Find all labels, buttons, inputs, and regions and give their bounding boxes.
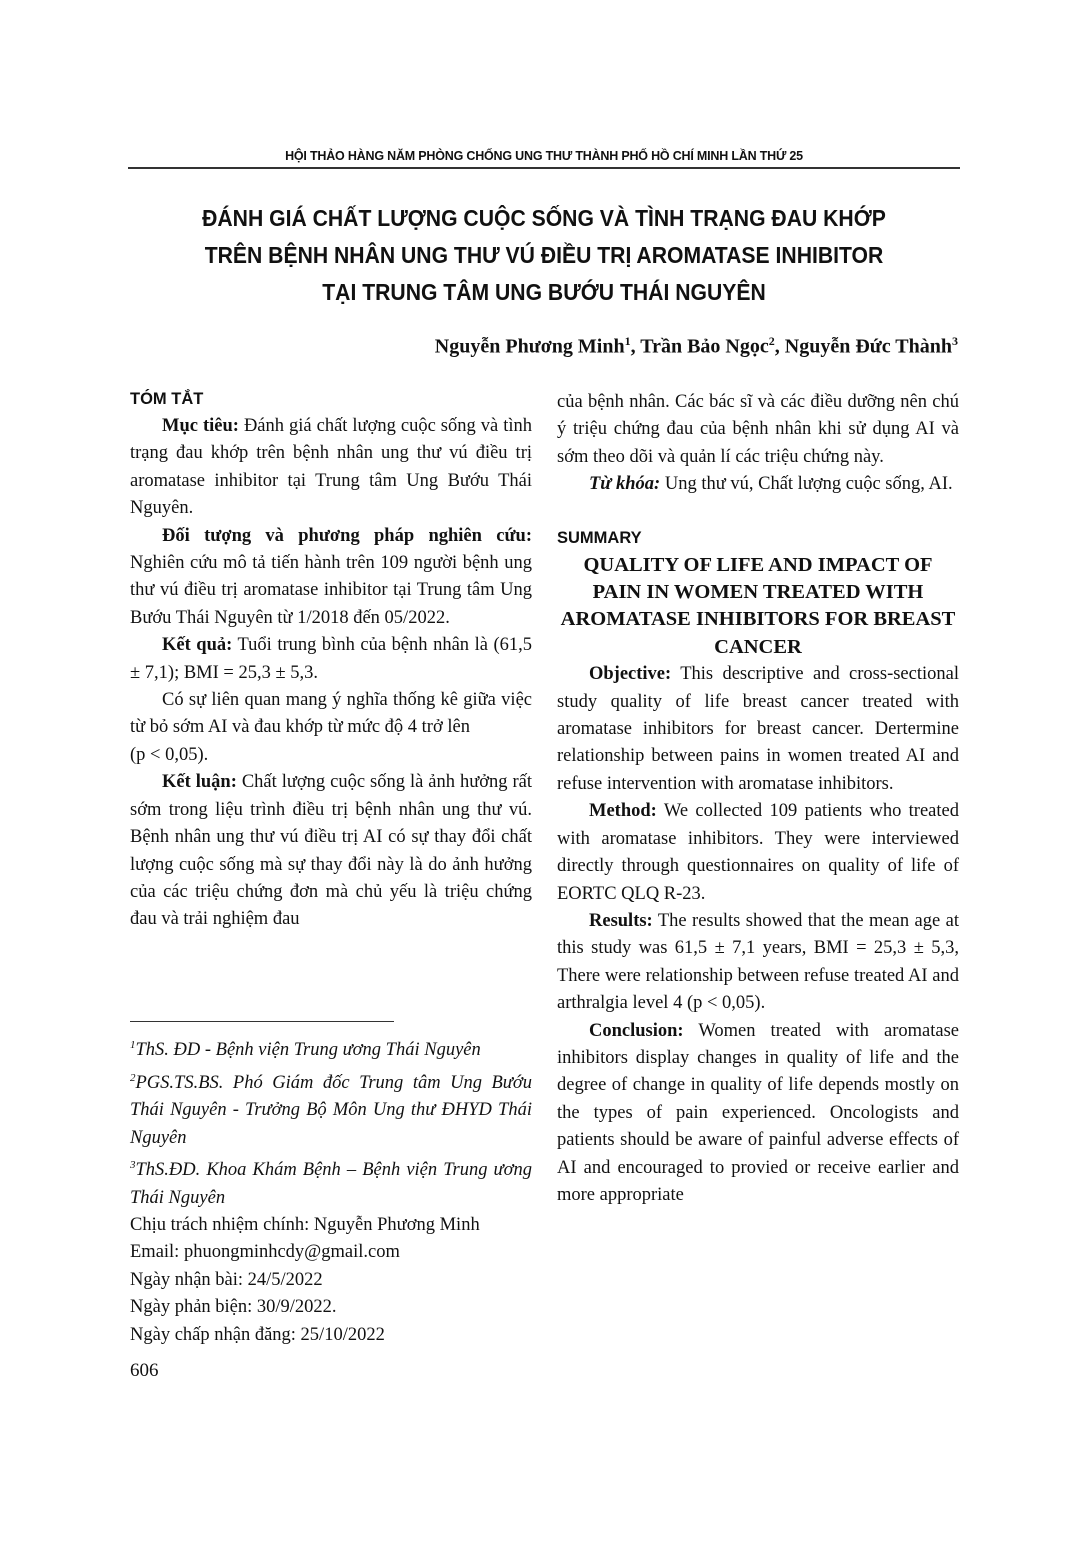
running-header: HỘI THẢO HÀNG NĂM PHÒNG CHỐNG UNG THƯ THÀNH PHỐ HỒ CHÍ MINH LẦN THỨ 25 bbox=[285, 149, 803, 163]
label: Kết luận: bbox=[162, 772, 237, 793]
text: Nghiên cứu mô tả tiến hành trên 109 người bệnh ung thư vú điều trị aromatase inhibitor tại Trung tâm Ung Bướu Thái Nguyên từ 1/2018 đến 05/2022. bbox=[130, 553, 532, 628]
summary-title: QUALITY OF LIFE AND IMPACT OF PAIN IN WOMEN TREATED WITH AROMATASE INHIBITORS FOR BREAST CANCER bbox=[560, 553, 956, 658]
title-line: TRÊN BỆNH NHÂN UNG THƯ VÚ ĐIỀU TRỊ AROMATASE INHIBITOR bbox=[204, 242, 884, 268]
abstract-conclusion-continued: của bệnh nhân. Các bác sĩ và các điều dưỡng nên chú ý triệu chứng đau của bệnh nhân khi sử dụng AI và sớm theo dõi và quản lí các triệu chứng này. bbox=[557, 392, 959, 467]
author-name: Nguyễn Đức Thành bbox=[784, 335, 952, 358]
author-affiliation: 1 bbox=[624, 334, 631, 348]
title-line: TẠI TRUNG TÂM UNG BƯỚU THÁI NGUYÊN bbox=[322, 279, 766, 305]
text: Chất lượng cuộc sống là ảnh hưởng rất sớm trong liệu trình điều trị bệnh nhân ung thư vú. Bệnh nhân ung thư vú điều trị AI có sự thay đổi chất lượng cuộc sống mà sự thay đổi này là do ảnh hưởng của các triệu chứng đơn mà chủ yếu là triệu chứng đau và trải nghiệm đau bbox=[130, 772, 532, 930]
footnote-separator bbox=[130, 1021, 394, 1022]
keywords bbox=[557, 471, 959, 498]
label: Method: bbox=[589, 801, 657, 822]
footnotes: $^1$ThS. ĐD - Bệnh viện Trung ương Thái Nguyên $^2$PGS.TS.BS. Phó Giám đốc Trung tâm Ung Bướu Thái Nguyên - Trưởng Bộ Môn Ung thư ĐHYD Thái Nguyên $^3$ThS.ĐD. Khoa Khám Bệnh – Bệnh viện Trung ương Thái Nguyên Chịu trách nhiệm chính: Nguyễn Phương Minh Email: phuongminhcdy@gmail.com Ngày nhận bài: 24/5/2022 Ngày phản biện: 30/9/2022. Ngày chấp nhận đăng: 25/10/2022 bbox=[130, 1032, 532, 1349]
summary-heading: SUMMARY bbox=[557, 528, 642, 547]
abstract-results bbox=[130, 632, 532, 687]
summary-results bbox=[557, 908, 959, 1018]
abstract-conclusion bbox=[130, 769, 532, 933]
summary-conclusion bbox=[557, 1018, 959, 1210]
author-name: Nguyễn Phương Minh bbox=[434, 335, 625, 358]
text: Đánh giá chất lượng cuộc sống và tình trạng đau khớp trên bệnh nhân ung thư vú điều trị aromatase inhibitor tại Trung tâm Ung Bướu Thái Nguyên. bbox=[130, 416, 532, 519]
date-received: Ngày nhận bài: 24/5/2022 bbox=[130, 1269, 323, 1290]
abstract-results-3: (p < 0,05). bbox=[130, 744, 209, 765]
paper-title bbox=[161, 200, 926, 311]
text: Ung thư vú, Chất lượng cuộc sống, AI. bbox=[660, 474, 953, 495]
separator: , bbox=[774, 335, 785, 358]
label: Đối tượng và phương pháp nghiên cứu: bbox=[162, 525, 532, 546]
header-rule bbox=[128, 167, 960, 169]
label: Mục tiêu: bbox=[162, 416, 239, 436]
label: Kết quả: bbox=[162, 635, 233, 656]
corresponding-author: Chịu trách nhiệm chính: Nguyễn Phương Minh bbox=[130, 1214, 480, 1235]
author-name: Trần Bảo Ngọc bbox=[640, 335, 769, 358]
label: Conclusion: bbox=[589, 1020, 684, 1041]
footnote-3: ThS.ĐD. Khoa Khám Bệnh – Bệnh viện Trung ương Thái Nguyên bbox=[130, 1160, 532, 1208]
footnote-1: ThS. ĐD - Bệnh viện Trung ương Thái Nguyên bbox=[135, 1040, 481, 1061]
text: The results showed that the mean age at this study was 61,5 ± 7,1 years, BMI = 25,3 ± 5,3, There were relationship between refuse treated AI and arthralgia level 4 (p < 0,05). bbox=[557, 910, 959, 1014]
abstract-method bbox=[130, 523, 532, 633]
label: Từ khóa: bbox=[589, 474, 661, 495]
text: Tuổi trung bình của bệnh nhân là (61,5 ± 7,1); BMI = 25,3 ± 5,3. bbox=[130, 635, 532, 683]
summary-method bbox=[557, 798, 959, 908]
author-affiliation: 3 bbox=[952, 334, 958, 348]
date-reviewed: Ngày phản biện: 30/9/2022. bbox=[130, 1297, 337, 1318]
abstract-objective bbox=[130, 413, 532, 523]
author-affiliation: 2 bbox=[768, 334, 775, 348]
text: Women treated with aromatase inhibitors display changes in quality of life and the degree of change in quality of life depends mostly on the types of pain experienced. Oncologists and patients should be aware of painful adverse effects of AI and encouraged to provied or receive earlier and more appropriate bbox=[557, 1020, 959, 1205]
text: We collected 109 patients who treated with aromatase inhibitors. They were interviewed directly through questionnaires on quality of life of EORTC QLQ R-23. bbox=[557, 801, 959, 904]
text: This descriptive and cross-sectional study quality of life breast cancer treated with aromatase inhibitors for breast cancer. Dertermine relationship between pains in women treated AI and refuse intervention with aromatase inhibitors. bbox=[557, 664, 959, 794]
label: Results: bbox=[589, 910, 653, 931]
label: Objective: bbox=[589, 664, 672, 685]
email: Email: phuongminhcdy@gmail.com bbox=[130, 1242, 400, 1263]
title-line: ĐÁNH GIÁ CHẤT LƯỢNG CUỘC SỐNG VÀ TÌNH TRẠNG ĐAU KHỚP bbox=[202, 205, 886, 231]
authors bbox=[435, 334, 958, 359]
separator: , bbox=[630, 335, 641, 358]
footnote-2: PGS.TS.BS. Phó Giám đốc Trung tâm Ung Bướu Thái Nguyên - Trưởng Bộ Môn Ung thư ĐHYD Thái Nguyên bbox=[130, 1072, 532, 1148]
abstract-heading: TÓM TẮT bbox=[130, 390, 204, 408]
abstract-results-2: Có sự liên quan mang ý nghĩa thống kê giữa việc từ bỏ sớm AI và đau khớp từ mức độ 4 trở lên bbox=[130, 690, 532, 738]
page-number: 606 bbox=[130, 1360, 159, 1381]
date-accepted: Ngày chấp nhận đăng: 25/10/2022 bbox=[130, 1324, 385, 1345]
summary-objective bbox=[557, 661, 959, 798]
left-column bbox=[130, 386, 532, 934]
right-column bbox=[557, 389, 959, 1209]
